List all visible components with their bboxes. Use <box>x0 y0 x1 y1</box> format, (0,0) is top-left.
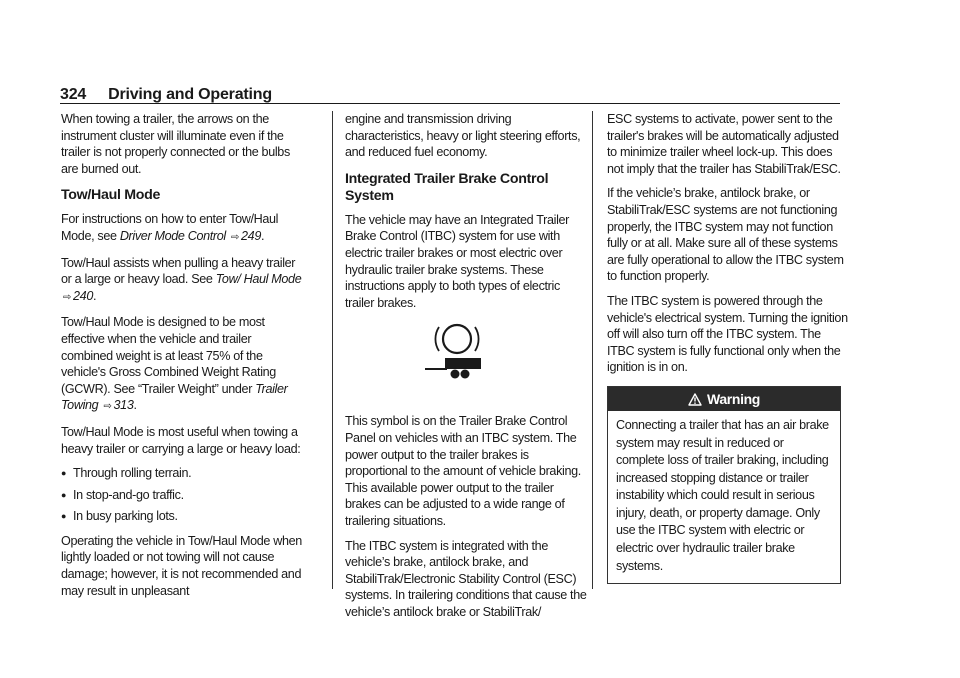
page-number: 324 <box>60 86 87 103</box>
paragraph: The vehicle may have an Integrated Trailer Brake Control (ITBC) system for use with electric trailer brakes or most electric over hydraulic trailer brake systems. These instructions apply to both types of electric trailer brakes. <box>345 212 570 310</box>
section-heading-tow-haul: Tow/Haul Mode <box>61 187 161 204</box>
cross-reference-link[interactable]: Trailer Towing <box>61 381 288 413</box>
list-item: ● In stop-and-go traffic. <box>61 487 305 504</box>
warning-triangle-icon <box>688 393 702 406</box>
page-header <box>60 80 840 104</box>
page-reference-number[interactable]: 240 <box>73 288 93 303</box>
paragraph: For instructions on how to enter Tow/Haul Mode, see Driver Mode Control ⇨ 249. <box>61 212 279 243</box>
paragraph-text: Tow/Haul assists when pulling a heavy trailer or a large or heavy load. See <box>61 255 296 287</box>
paragraph: This symbol is on the Trailer Brake Control Panel on vehicles with an ITBC system. The power output to the trailer brakes is proportional to the amount of vehicle braking. This available power output to the trailer brakes can be adjusted to a wide range of trailering situations. <box>345 414 581 528</box>
paragraph-text: Tow/Haul Mode is designed to be most effective when the vehicle and trailer combined weight is at least 75% of the vehicle's Gross Combined Weight Rating (GCWR). See “Trailer Weight” under <box>61 315 276 396</box>
page-reference-arrow-icon: ⇨ <box>63 291 72 303</box>
bullet-list <box>61 465 305 525</box>
column-divider <box>332 111 333 589</box>
list-item: ● In busy parking lots. <box>61 508 305 525</box>
paragraph: Tow/Haul Mode is designed to be most effective when the vehicle and trailer combined weight is at least 75% of the vehicle's Gross Combined Weight Rating (GCWR). See “Trailer Weight” under Trailer Towing ⇨ 313. <box>61 315 288 413</box>
trailer-brake-symbol-icon <box>423 321 493 383</box>
paragraph: engine and transmission driving characteristics, heavy or light steering efforts, and reduced fuel economy. <box>345 112 581 160</box>
column-divider <box>592 111 593 589</box>
paragraph: ESC systems to activate, power sent to the trailer's brakes will be automatically adjusted to minimize trailer wheel lock-up. This does not imply that the trailer has StabiliTrak/ESC. <box>607 112 841 176</box>
paragraph: Operating the vehicle in Tow/Haul Mode when lightly loaded or not towing will not cause damage; however, it is not recommended and may result in unpleasant <box>61 533 302 598</box>
section-title: Driving and Operating <box>108 86 272 103</box>
paragraph: Tow/Haul assists when pulling a heavy trailer or a large or heavy load. See Tow/ Haul Mode ⇨ 240. <box>61 255 302 303</box>
header-rule <box>60 103 840 104</box>
paragraph: The ITBC system is integrated with the vehicle’s brake, antilock brake, and StabiliTrak/Electronic Stability Control (ESC) systems. In trailering conditions that cause the vehicle’s antilock brake or StabiliTrak/ <box>345 538 587 619</box>
column-right <box>607 111 851 584</box>
cross-reference-link[interactable]: Driver Mode Control <box>119 228 226 243</box>
page-reference-number[interactable]: 249 <box>241 228 261 243</box>
warning-box <box>607 386 841 584</box>
page-reference-number[interactable]: 313 <box>113 398 134 413</box>
trailer-brake-symbol <box>345 321 589 401</box>
paragraph: Tow/Haul Mode is most useful when towing a heavy trailer or carrying a large or heavy load: <box>61 424 301 456</box>
warning-title: Warning <box>706 390 761 407</box>
paragraph: If the vehicle’s brake, antilock brake, or StabiliTrak/ESC systems are not functioning properly, the ITBC system may not function fully or at all. Make sure all of these systems are fully operational to allow the ITBC system to function properly. <box>607 186 844 284</box>
warning-header <box>608 387 840 411</box>
column-middle <box>345 111 589 628</box>
paragraph: The ITBC system is powered through the vehicle's electrical system. Turning the ignition off will also turn off the ITBC system. The ITBC system is fully functional only when the ignition is in on. <box>607 293 848 375</box>
page-reference-arrow-icon: ⇨ <box>103 401 112 413</box>
cross-reference-link[interactable]: Tow/ Haul Mode <box>215 272 302 287</box>
warning-text: Connecting a trailer that has an air brake system may result in reduced or complete loss of trailer braking, including increased stopping distance or trailer instability which could result in serious injury, death, or property damage. Only use the ITBC system with electric or electric over hydraulic trailer brake systems. <box>616 417 829 573</box>
page-reference-arrow-icon: ⇨ <box>231 231 240 243</box>
paragraph-text: For instructions on how to enter Tow/Haul Mode, see <box>61 212 279 243</box>
paragraph: When towing a trailer, the arrows on the instrument cluster will illuminate even if the trailer is not properly connected or the bulbs are burned out. <box>61 112 290 176</box>
column-left <box>61 111 305 607</box>
section-heading-itbc: Integrated Trailer Brake Control System <box>345 170 549 204</box>
list-item: ● Through rolling terrain. <box>61 465 305 482</box>
